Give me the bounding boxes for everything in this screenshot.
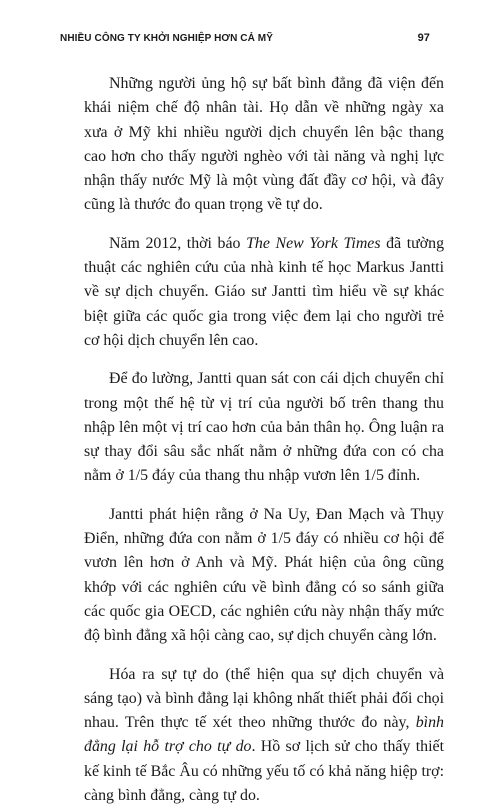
paragraph-5-end: . Hồ sơ lịch sử cho thấy thiết kế kinh tế Bắc Âu có những yếu tố có khả năng hiệp trợ: càng bình đẳng, càng tự do. <box>84 738 445 805</box>
newspaper-title: The New York Times <box>246 234 381 252</box>
page-number: 97 <box>417 32 430 44</box>
paragraph-5-start: Hóa ra sự tự do (thể hiện qua sự dịch chuyển và sáng tạo) và bình đẳng lại không nhất thiết phải đối chọi nhau. Trên thực tế xét theo những thước đo này, <box>84 665 444 732</box>
paragraph-1: Những người ủng hộ sự bất bình đẳng đã viện đến khái niệm chế độ nhân tài. Họ dẫn về những ngày xa xưa ở Mỹ khi nhiều người dịch chuyển lên bậc thang cao hơn cho thấy người nghèo với tài năng và nghị lực nhận thấy nước Mỹ là một vùng đất đầy cơ hội, và đây cũng là thước đo quan trọng về tự do. <box>84 75 444 214</box>
paragraph-5 <box>84 663 444 808</box>
paragraph-3: Để đo lường, Jantti quan sát con cái dịch chuyển chỉ trong một thế hệ từ vị trí của người bố trên thang thu nhập lên một vị trí cao hơn của bản thân họ. Ông luận ra sự thay đổi sâu sắc nhất nằm ở những đứa con có cha nằm ở 1/5 đáy của thang thu nhập vươn lên 1/5 đỉnh. <box>84 370 444 485</box>
paragraph-4: Jantti phát hiện rằng ở Na Uy, Đan Mạch và Thụy Điển, những đứa con nằm ở 1/5 đáy có nhiều cơ hội để vươn lên hơn ở Anh và Mỹ. Phát hiện của ông cũng khớp với các nghiên cứu về bình đẳng có so sánh giữa các quốc gia OECD, các nghiên cứu này nhận thấy mức độ bình đẳng xã hội càng cao, sự dịch chuyển càng lớn. <box>84 505 444 645</box>
emphasis-phrase: bình đẳng lại hỗ trợ cho tự do <box>84 714 444 756</box>
paragraph-2-end: đã tường thuật các nghiên cứu của nhà kinh tế học Markus Jantti về sự dịch chuyển. Giáo sư Jantti tìm hiểu về sự khác biệt giữa các quốc gia trong việc đem lại cho người trẻ cơ hội dịch chuyển lên cao. <box>84 234 445 349</box>
body-text <box>84 72 444 808</box>
paragraph-2-start: Năm 2012, thời báo <box>109 234 247 252</box>
paragraph-2 <box>84 232 444 353</box>
running-header <box>60 32 430 44</box>
chapter-title: NHIỀU CÔNG TY KHỞI NGHIỆP HƠN CẢ MỸ <box>60 33 273 44</box>
